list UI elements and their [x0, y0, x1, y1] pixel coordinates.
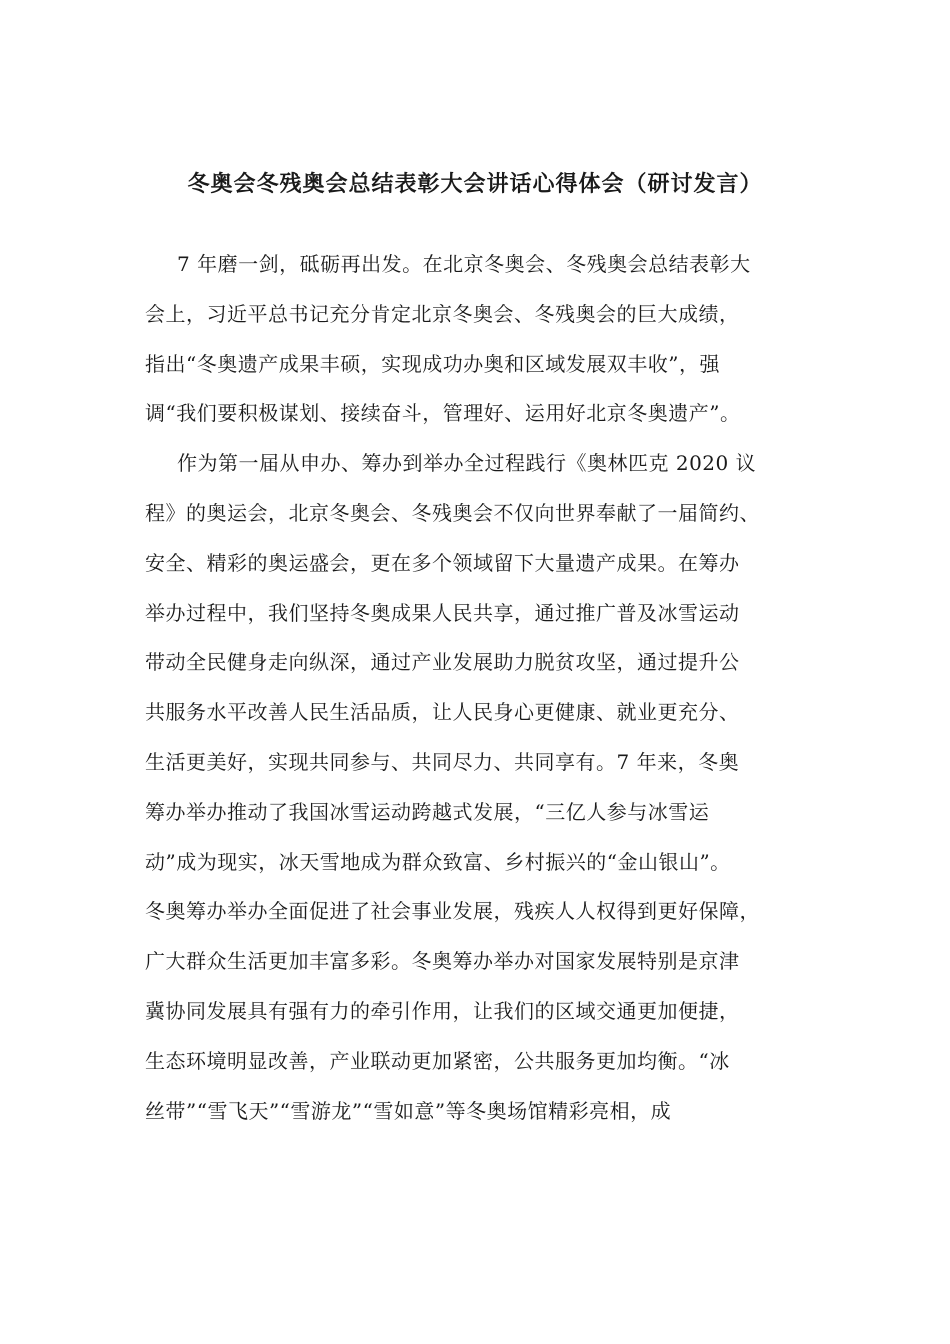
paragraph-2-line-14: 丝带”“雪飞天”“雪游龙”“雪如意”等冬奥场馆精彩亮相，成	[145, 1098, 672, 1123]
paragraph-2-line-13: 生态环境明显改善，产业联动更加紧密，公共服务更加均衡。“冰	[145, 1048, 730, 1073]
paragraph-1-line-3: 指出“冬奥遗产成果丰硕，实现成功办奥和区域发展双丰收”，强	[145, 351, 720, 376]
paragraph-2-line-11: 广大群众生活更加丰富多彩。冬奥筹办举办对国家发展特别是京津	[145, 949, 740, 974]
paragraph-2-line-8: 筹办举办推动了我国冰雪运动跨越式发展，“三亿人参与冰雪运	[145, 799, 710, 824]
paragraph-2-line-2: 程》的奥运会，北京冬奥会、冬残奥会不仅向世界奉献了一届简约、	[145, 500, 760, 525]
paragraph-2-line-6: 共服务水平改善人民生活品质，让人民身心更健康、就业更充分、	[145, 700, 740, 725]
paragraph-2-line-12: 冀协同发展具有强有力的牵引作用，让我们的区域交通更加便捷，	[145, 998, 740, 1023]
paragraph-2-line-5: 带动全民健身走向纵深，通过产业发展助力脱贫攻坚，通过提升公	[145, 650, 740, 675]
paragraph-2-line-7: 生活更美好，实现共同参与、共同尽力、共同享有。7 年来，冬奥	[145, 749, 740, 774]
paragraph-1-line-4: 调“我们要积极谋划、接续奋斗，管理好、运用好北京冬奥遗产”。	[145, 401, 741, 426]
document-body	[145, 244, 810, 1140]
paragraph-2-line-9: 动”成为现实，冰天雪地成为群众致富、乡村振兴的“金山银山”。	[145, 849, 731, 874]
paragraph-2-line-3: 安全、精彩的奥运盛会，更在多个领域留下大量遗产成果。在筹办	[145, 550, 740, 575]
document-title: 冬奥会冬残奥会总结表彰大会讲话心得体会（研讨发言）	[187, 171, 763, 197]
paragraph-1-line-1: 7 年磨一剑，砥砺再出发。在北京冬奥会、冬残奥会总结表彰大	[177, 252, 751, 276]
paragraph-1-line-2: 会上，习近平总书记充分肯定北京冬奥会、冬残奥会的巨大成绩，	[145, 301, 740, 326]
paragraph-2-line-1: 作为第一届从申办、筹办到举办全过程践行《奥林匹克 2020 议	[177, 451, 757, 476]
paragraph-2-line-10: 冬奥筹办举办全面促进了社会事业发展，残疾人人权得到更好保障，	[145, 899, 760, 924]
paragraph-2-line-4: 举办过程中，我们坚持冬奥成果人民共享，通过推广普及冰雪运动	[145, 600, 740, 625]
